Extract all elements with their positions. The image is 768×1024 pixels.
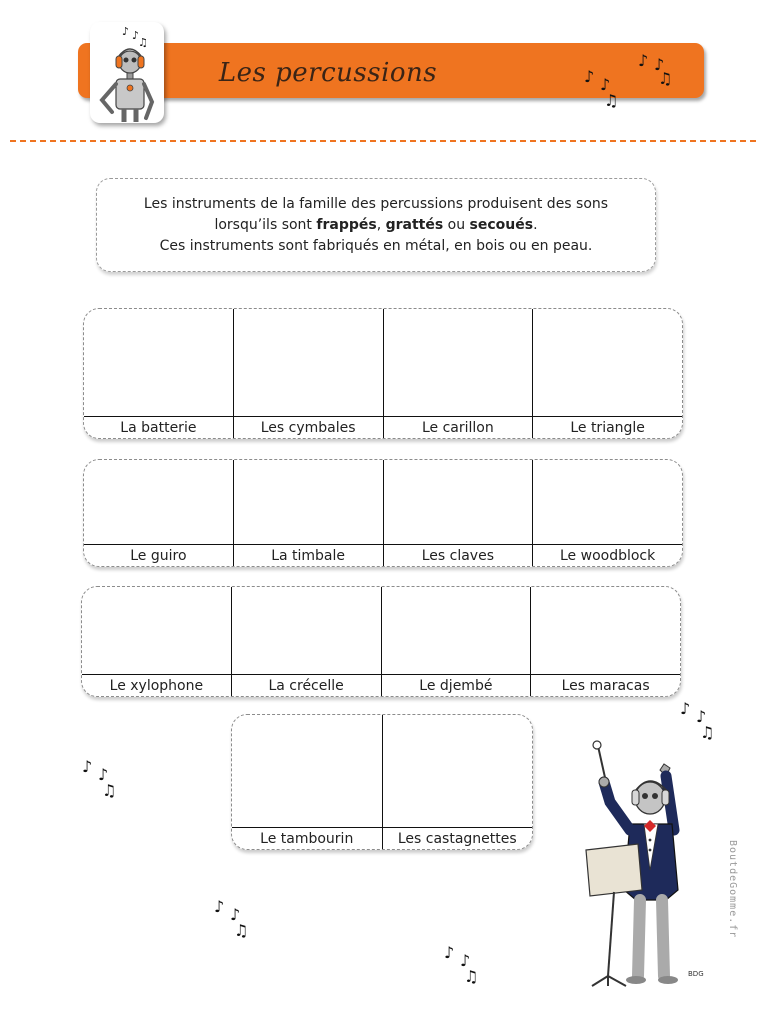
instrument-label: Le djembé: [382, 674, 531, 696]
intro-line-2: lorsqu’ils sont frappés, grattés ou secoués.: [214, 216, 538, 233]
robot-headphones-icon: [90, 22, 164, 123]
instrument-label: Les maracas: [531, 674, 680, 696]
keyword-struck: frappés: [316, 216, 377, 233]
instrument-label: La crécelle: [232, 674, 381, 696]
svg-text:♫: ♫: [604, 91, 619, 110]
header-divider: [10, 140, 756, 142]
instrument-cell: [84, 309, 234, 438]
instrument-cell: [232, 715, 383, 849]
svg-text:♪: ♪: [98, 765, 109, 784]
svg-text:♪: ♪: [444, 943, 455, 962]
svg-text:♪: ♪: [638, 51, 649, 70]
instrument-cell: [533, 309, 682, 438]
instrument-label: Les cymbales: [234, 416, 383, 438]
svg-text:♪: ♪: [680, 699, 691, 718]
svg-text:♪: ♪: [82, 757, 93, 776]
instrument-cell: [384, 309, 534, 438]
svg-text:♪: ♪: [214, 897, 225, 916]
instrument-label: La batterie: [84, 416, 233, 438]
instrument-label: Le xylophone: [82, 674, 231, 696]
instrument-label: Le guiro: [84, 544, 233, 566]
svg-text:♪: ♪: [230, 905, 241, 924]
site-watermark: BoutdeGomme.fr: [727, 840, 738, 939]
svg-text:♪: ♪: [132, 29, 140, 42]
instrument-grid-2: [83, 459, 683, 567]
instrument-label: Le carillon: [384, 416, 533, 438]
instrument-cell: [232, 587, 382, 696]
intro-line-1: Les instruments de la famille des percussions produisent des sons: [143, 195, 609, 212]
instrument-cell: [82, 587, 232, 696]
instrument-grid-4: [231, 714, 533, 850]
instrument-cell: [84, 460, 234, 566]
svg-text:♪: ♪: [460, 951, 471, 970]
instrument-cell: [382, 587, 532, 696]
svg-text:♪: ♪: [600, 75, 611, 94]
instrument-cell: [234, 309, 384, 438]
instrument-label: Le tambourin: [232, 827, 382, 849]
instrument-label: Le woodblock: [533, 544, 682, 566]
svg-text:♫: ♫: [700, 723, 715, 742]
instrument-label: Le triangle: [533, 416, 682, 438]
robot-conductor-icon: [578, 740, 708, 990]
page-title: Les percussions: [218, 57, 438, 88]
svg-text:♫: ♫: [234, 921, 249, 940]
instrument-cell: [234, 460, 384, 566]
music-notes-icon: [442, 938, 488, 988]
music-notes-icon: [80, 752, 126, 802]
svg-text:♪: ♪: [122, 25, 130, 38]
svg-text:♫: ♫: [102, 781, 117, 800]
svg-text:♪: ♪: [584, 67, 595, 86]
svg-text:♫: ♫: [464, 967, 479, 986]
svg-text:♫: ♫: [658, 69, 673, 88]
music-notes-icon: [678, 696, 724, 746]
svg-text:BDG: BDG: [688, 970, 704, 978]
svg-text:♫: ♫: [138, 36, 148, 49]
keyword-shaken: secoués: [469, 216, 534, 233]
instrument-label: La timbale: [234, 544, 383, 566]
instrument-cell: [531, 587, 680, 696]
svg-text:♪: ♪: [696, 707, 707, 726]
instrument-label: Les claves: [384, 544, 533, 566]
instrument-label: Les castagnettes: [383, 827, 533, 849]
svg-text:♪: ♪: [654, 55, 665, 74]
music-notes-icon: [212, 892, 258, 942]
instrument-grid-1: [83, 308, 683, 439]
intro-text-box: [96, 178, 656, 272]
instrument-cell: [384, 460, 534, 566]
instrument-cell: [383, 715, 533, 849]
instrument-cell: [533, 460, 682, 566]
music-notes-icon: [580, 48, 680, 110]
instrument-grid-3: [81, 586, 681, 697]
keyword-scratched: grattés: [385, 216, 444, 233]
intro-line-3: Ces instruments sont fabriqués en métal, en bois ou en peau.: [159, 237, 593, 254]
